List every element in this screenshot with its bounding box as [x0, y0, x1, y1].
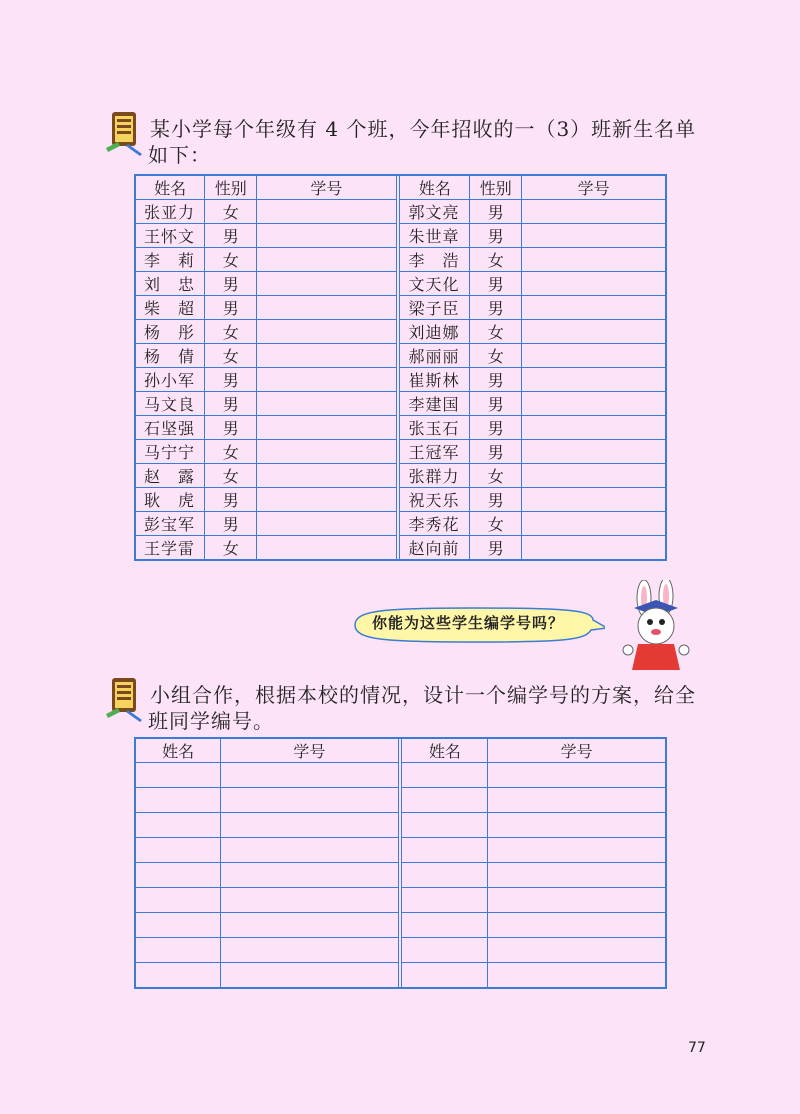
student-name: 郝丽丽: [400, 344, 470, 368]
student-gender: 女: [470, 320, 522, 344]
student-gender: 女: [470, 512, 522, 536]
student-id-blank[interactable]: [522, 488, 666, 512]
blank-name-cell[interactable]: [402, 888, 488, 913]
student-gender: 男: [205, 296, 257, 320]
blank-name-cell[interactable]: [135, 788, 221, 813]
student-name: 王学雷: [135, 536, 205, 561]
student-name: 郭文亮: [400, 200, 470, 224]
student-name: 张亚力: [135, 200, 205, 224]
notebook-pencil-icon: [104, 108, 144, 156]
student-gender: 男: [470, 272, 522, 296]
student-id-blank[interactable]: [522, 512, 666, 536]
student-id-blank[interactable]: [522, 536, 666, 561]
student-id-blank[interactable]: [522, 248, 666, 272]
student-gender: 男: [470, 224, 522, 248]
student-name: 刘迪娜: [400, 320, 470, 344]
blank-id-cell[interactable]: [488, 938, 666, 963]
student-name: 张群力: [400, 464, 470, 488]
student-gender: 女: [205, 200, 257, 224]
blank-id-cell[interactable]: [221, 913, 398, 938]
student-id-blank[interactable]: [522, 296, 666, 320]
student-id-blank[interactable]: [522, 272, 666, 296]
student-id-blank[interactable]: [257, 416, 396, 440]
student-name: 马宁宁: [135, 440, 205, 464]
student-id-blank[interactable]: [522, 464, 666, 488]
student-gender: 男: [470, 488, 522, 512]
table-row: [135, 788, 666, 813]
table-row: [135, 320, 666, 344]
student-name: 孙小军: [135, 368, 205, 392]
table-row: [135, 296, 666, 320]
student-id-blank[interactable]: [257, 248, 396, 272]
blank-name-cell[interactable]: [135, 913, 221, 938]
student-id-blank[interactable]: [522, 320, 666, 344]
blank-id-cell[interactable]: [488, 888, 666, 913]
student-name: 杨 倩: [135, 344, 205, 368]
student-name: 李 莉: [135, 248, 205, 272]
table-row: [135, 512, 666, 536]
student-gender: 女: [205, 440, 257, 464]
student-gender: 男: [205, 512, 257, 536]
blank-name-cell[interactable]: [135, 813, 221, 838]
task-1-line1: 某小学每个年级有 4 个班，今年招收的一（3）班新生名单: [150, 117, 697, 141]
roster-header-row: [135, 175, 666, 200]
table-row: [135, 416, 666, 440]
blank-name-cell[interactable]: [135, 863, 221, 888]
student-id-blank[interactable]: [257, 224, 396, 248]
task-1-text: [150, 116, 710, 168]
student-name: 李秀花: [400, 512, 470, 536]
table-row: [135, 248, 666, 272]
table-row: [135, 392, 666, 416]
blank-id-cell[interactable]: [221, 813, 398, 838]
table-row: [135, 344, 666, 368]
blank-id-cell[interactable]: [221, 788, 398, 813]
table-row: [135, 813, 666, 838]
blank-name-cell[interactable]: [402, 863, 488, 888]
student-gender: 男: [470, 200, 522, 224]
student-name: 石坚强: [135, 416, 205, 440]
blank-id-cell[interactable]: [488, 963, 666, 989]
blank-id-cell[interactable]: [221, 938, 398, 963]
student-gender: 男: [205, 368, 257, 392]
blank-header-row: [135, 738, 666, 763]
student-id-blank[interactable]: [257, 344, 396, 368]
student-id-blank[interactable]: [257, 392, 396, 416]
table-row: [135, 888, 666, 913]
student-name: 文天化: [400, 272, 470, 296]
student-gender: 男: [470, 536, 522, 561]
table-row: [135, 863, 666, 888]
student-name: 杨 彤: [135, 320, 205, 344]
page-number: 77: [688, 1040, 706, 1056]
student-name: 刘 忠: [135, 272, 205, 296]
header-gender-left: 性别: [205, 175, 257, 200]
blank-id-cell[interactable]: [488, 763, 666, 788]
student-name: 耿 虎: [135, 488, 205, 512]
student-id-blank[interactable]: [257, 296, 396, 320]
student-name: 赵 露: [135, 464, 205, 488]
student-name: 柴 超: [135, 296, 205, 320]
blank-id-cell[interactable]: [488, 863, 666, 888]
student-gender: 女: [205, 248, 257, 272]
student-id-blank[interactable]: [522, 368, 666, 392]
blank-id-cell[interactable]: [221, 838, 398, 863]
roster-body: [135, 200, 666, 561]
student-gender: 女: [470, 464, 522, 488]
student-id-blank[interactable]: [522, 224, 666, 248]
student-gender: 男: [205, 272, 257, 296]
table-row: [135, 368, 666, 392]
student-name: 李建国: [400, 392, 470, 416]
rabbit-mascot-icon: [616, 580, 696, 672]
student-gender: 男: [205, 392, 257, 416]
student-gender: 男: [470, 368, 522, 392]
notebook-pencil-icon-2: [104, 674, 144, 722]
student-name: 梁子臣: [400, 296, 470, 320]
header-name-right: 姓名: [400, 175, 470, 200]
blank-name-cell[interactable]: [135, 838, 221, 863]
student-gender: 女: [205, 344, 257, 368]
table-row: [135, 488, 666, 512]
student-gender: 男: [470, 440, 522, 464]
blank-name-cell[interactable]: [402, 838, 488, 863]
student-id-blank[interactable]: [257, 272, 396, 296]
table-row: [135, 464, 666, 488]
blank-name-cell[interactable]: [135, 763, 221, 788]
student-name: 马文良: [135, 392, 205, 416]
blank-name-cell[interactable]: [135, 938, 221, 963]
blank-id-cell[interactable]: [221, 963, 398, 989]
blank-header-name-left: 姓名: [135, 738, 221, 763]
blank-body: [135, 763, 666, 989]
blank-id-cell[interactable]: [221, 888, 398, 913]
table-row: [135, 440, 666, 464]
student-id-blank[interactable]: [522, 200, 666, 224]
student-name: 王怀文: [135, 224, 205, 248]
table-row: [135, 763, 666, 788]
student-id-blank[interactable]: [257, 464, 396, 488]
blank-header-id-right: 学号: [488, 738, 666, 763]
header-id-left: 学号: [257, 175, 396, 200]
student-gender: 男: [470, 296, 522, 320]
student-gender: 男: [470, 416, 522, 440]
student-name: 崔斯林: [400, 368, 470, 392]
student-id-blank[interactable]: [257, 512, 396, 536]
table-row: [135, 224, 666, 248]
task-1-line2: 如下：: [148, 143, 211, 167]
blank-id-cell[interactable]: [488, 838, 666, 863]
blank-header-id-left: 学号: [221, 738, 398, 763]
blank-name-cell[interactable]: [402, 788, 488, 813]
blank-name-cell[interactable]: [135, 888, 221, 913]
student-id-blank[interactable]: [522, 440, 666, 464]
roster-table: [134, 174, 667, 561]
student-name: 赵向前: [400, 536, 470, 561]
blank-header-name-right: 姓名: [402, 738, 488, 763]
student-id-blank[interactable]: [257, 200, 396, 224]
student-gender: 男: [470, 392, 522, 416]
student-id-blank[interactable]: [257, 488, 396, 512]
blank-id-cell[interactable]: [488, 913, 666, 938]
student-id-blank[interactable]: [257, 320, 396, 344]
student-gender: 女: [205, 536, 257, 561]
header-id-right: 学号: [522, 175, 666, 200]
student-name: 彭宝军: [135, 512, 205, 536]
student-gender: 男: [205, 488, 257, 512]
table-row: [135, 272, 666, 296]
student-id-blank[interactable]: [257, 368, 396, 392]
student-gender: 女: [470, 344, 522, 368]
student-gender: 女: [205, 320, 257, 344]
table-row: [135, 200, 666, 224]
blank-name-cell[interactable]: [402, 963, 488, 989]
blank-id-table: [134, 737, 667, 989]
task-2-text: [150, 682, 710, 734]
student-gender: 女: [205, 464, 257, 488]
task-2-line1: 小组合作，根据本校的情况，设计一个编学号的方案，给全: [150, 683, 696, 707]
student-gender: 男: [205, 224, 257, 248]
student-name: 王冠军: [400, 440, 470, 464]
task-2-line2: 班同学编号。: [148, 709, 274, 733]
student-id-blank[interactable]: [522, 344, 666, 368]
student-id-blank[interactable]: [257, 536, 396, 561]
table-row: [135, 913, 666, 938]
blank-name-cell[interactable]: [402, 763, 488, 788]
student-gender: 女: [470, 248, 522, 272]
table-row: [135, 963, 666, 989]
table-row: [135, 938, 666, 963]
student-name: 李 浩: [400, 248, 470, 272]
table-row: [135, 838, 666, 863]
student-id-blank[interactable]: [522, 416, 666, 440]
student-name: 祝天乐: [400, 488, 470, 512]
header-gender-right: 性别: [470, 175, 522, 200]
header-name-left: 姓名: [135, 175, 205, 200]
student-id-blank[interactable]: [257, 440, 396, 464]
student-name: 张玉石: [400, 416, 470, 440]
blank-name-cell[interactable]: [402, 913, 488, 938]
student-name: 朱世章: [400, 224, 470, 248]
blank-name-cell[interactable]: [135, 963, 221, 989]
blank-id-cell[interactable]: [221, 863, 398, 888]
blank-name-cell[interactable]: [402, 938, 488, 963]
student-gender: 男: [205, 416, 257, 440]
blank-name-cell[interactable]: [402, 813, 488, 838]
blank-id-cell[interactable]: [488, 788, 666, 813]
table-row: [135, 536, 666, 561]
blank-id-cell[interactable]: [221, 763, 398, 788]
blank-id-cell[interactable]: [488, 813, 666, 838]
speech-text: 你能为这些学生编学号吗？: [372, 614, 565, 632]
student-id-blank[interactable]: [522, 392, 666, 416]
